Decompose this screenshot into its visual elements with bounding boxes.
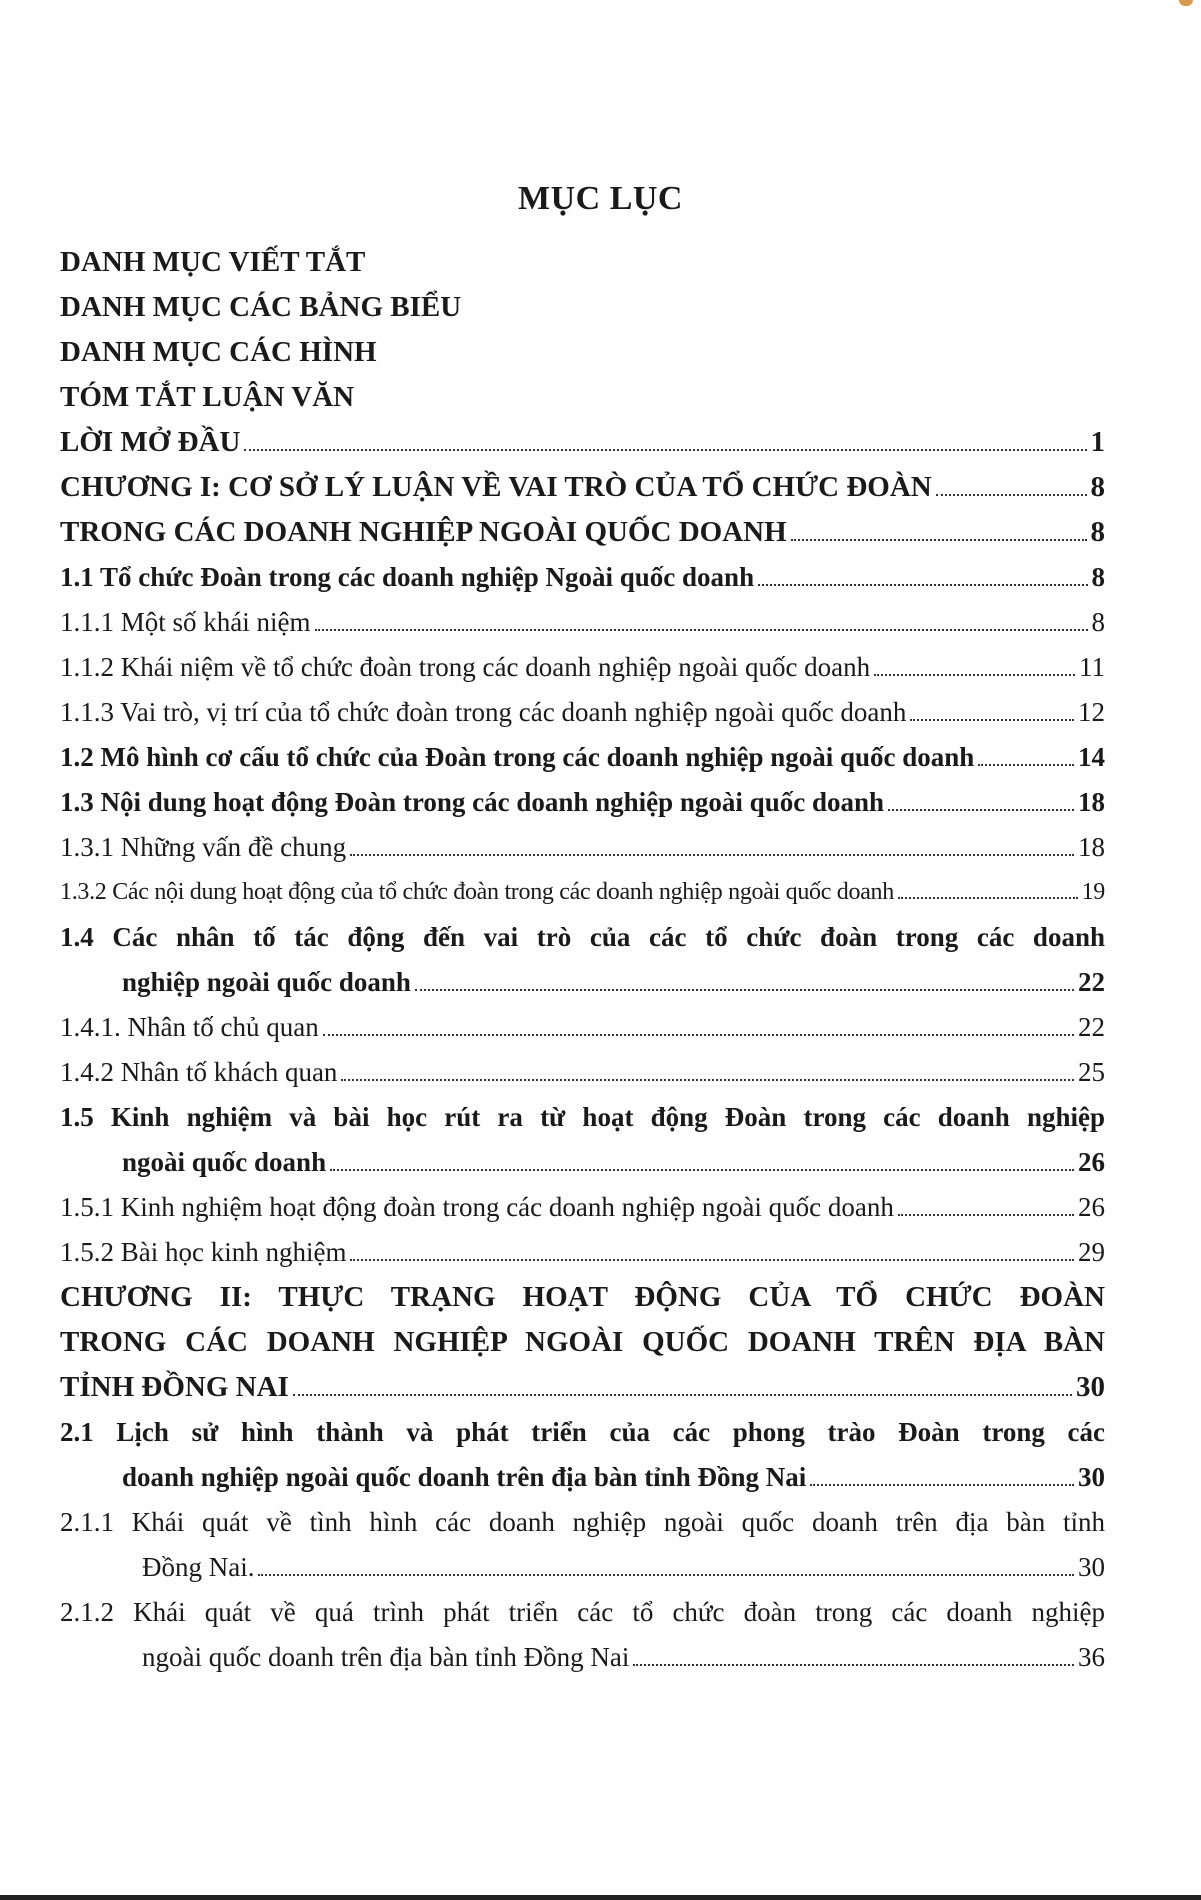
toc-entry <box>60 1500 1105 1545</box>
toc-entry <box>60 1095 1105 1140</box>
toc-page-number: 22 <box>1078 1012 1105 1042</box>
toc-page-number: 30 <box>1076 1371 1105 1403</box>
leader-dots <box>936 493 1087 496</box>
leader-dots <box>258 1573 1074 1576</box>
toc-entry <box>60 600 1105 645</box>
toc-entry <box>60 1275 1105 1320</box>
toc-entry <box>60 1140 1105 1185</box>
toc-entry <box>60 1455 1105 1500</box>
leader-dots <box>330 1168 1074 1171</box>
toc-entry <box>60 465 1105 510</box>
toc-entry-text: CHƯƠNG I: CƠ SỞ LÝ LUẬN VỀ VAI TRÒ CỦA TỔ CHỨC ĐOÀN <box>60 471 932 503</box>
toc-entry <box>60 510 1105 555</box>
scan-bottom-edge <box>0 1895 1201 1900</box>
toc-entry-text: 1.1.2 Khái niệm về tổ chức đoàn trong các doanh nghiệp ngoài quốc doanh <box>60 652 871 682</box>
toc-entry-text: nghiệp ngoài quốc doanh <box>122 967 411 997</box>
toc-entry <box>60 1365 1105 1410</box>
toc-entry <box>60 555 1105 600</box>
toc-entry-text: ngoài quốc doanh <box>122 1147 327 1177</box>
toc-page-number: 36 <box>1078 1642 1105 1672</box>
toc-page-number: 18 <box>1078 832 1105 862</box>
toc-entry <box>60 1005 1105 1050</box>
toc-entry <box>60 1320 1105 1365</box>
leader-dots <box>633 1663 1074 1666</box>
toc-entry <box>60 960 1105 1005</box>
toc-page-number: 26 <box>1078 1192 1105 1222</box>
toc-page-number: 8 <box>1090 516 1105 548</box>
toc-entry <box>60 1545 1105 1590</box>
leader-dots <box>293 1393 1072 1396</box>
leader-dots <box>323 1033 1074 1036</box>
leader-dots <box>315 628 1088 631</box>
toc-entry <box>60 240 1105 285</box>
toc-page-number: 26 <box>1078 1147 1105 1177</box>
toc-entry-text: 1.4 Các nhân tố tác động đến vai trò của các tổ chức đoàn trong các doanh <box>60 922 1105 952</box>
toc-entry <box>60 1230 1105 1275</box>
toc-entry <box>60 330 1105 375</box>
toc-entry-text: 1.5.1 Kinh nghiệm hoạt động đoàn trong các doanh nghiệp ngoài quốc doanh <box>60 1192 894 1222</box>
toc-entry <box>60 1590 1105 1635</box>
toc-page-number: 11 <box>1079 652 1105 682</box>
toc-entry-text: 2.1 Lịch sử hình thành và phát triển của các phong trào Đoàn trong các <box>60 1417 1105 1447</box>
toc-entry-text: 2.1.1 Khái quát về tình hình các doanh nghiệp ngoài quốc doanh trên địa bàn tỉnh <box>60 1507 1105 1537</box>
toc-entry-text: DANH MỤC CÁC HÌNH <box>60 336 377 368</box>
toc-entry-text: 1.3.2 Các nội dung hoạt động của tổ chức đoàn trong các doanh nghiệp ngoài quốc doanh <box>60 879 894 905</box>
toc-entry-text: 1.1 Tổ chức Đoàn trong các doanh nghiệp Ngoài quốc doanh <box>60 562 755 592</box>
toc-entry <box>60 1635 1105 1680</box>
toc-entry <box>60 645 1105 690</box>
toc-entry-text: DANH MỤC CÁC BẢNG BIỂU <box>60 291 462 323</box>
leader-dots <box>341 1078 1074 1081</box>
leader-dots <box>978 763 1074 766</box>
toc-entry-text: CHƯƠNG II: THỰC TRẠNG HOẠT ĐỘNG CỦA TỔ CHỨC ĐOÀN <box>60 1281 1105 1313</box>
toc-entry <box>60 780 1105 825</box>
toc-entry-text: doanh nghiệp ngoài quốc doanh trên địa bàn tỉnh Đồng Nai <box>122 1462 807 1492</box>
toc-page-number: 8 <box>1091 607 1105 637</box>
leader-dots <box>898 1213 1074 1216</box>
toc-entry-text: 1.5 Kinh nghiệm và bài học rút ra từ hoạt động Đoàn trong các doanh nghiệp <box>60 1102 1105 1132</box>
toc-entry <box>60 420 1105 465</box>
toc-entry <box>60 735 1105 780</box>
toc-entry-text: 1.3.1 Những vấn đề chung <box>60 832 347 862</box>
toc-entry-text: 2.1.2 Khái quát về quá trình phát triển các tổ chức đoàn trong các doanh nghiệp <box>60 1597 1105 1627</box>
toc-entry <box>60 1050 1105 1095</box>
table-of-contents <box>60 240 1105 1680</box>
toc-entry-text: 1.1.1 Một số khái niệm <box>60 607 311 637</box>
toc-entry <box>60 1410 1105 1455</box>
toc-entry-text: TỈNH ĐỒNG NAI <box>60 1371 289 1403</box>
toc-entry-text: ngoài quốc doanh trên địa bàn tỉnh Đồng Nai <box>142 1642 630 1672</box>
toc-entry-text: TÓM TẮT LUẬN VĂN <box>60 381 355 413</box>
toc-entry <box>60 690 1105 735</box>
toc-entry-text: 1.1.3 Vai trò, vị trí của tổ chức đoàn trong các doanh nghiệp ngoài quốc doanh <box>60 697 907 727</box>
page-title: MỤC LỤC <box>518 180 683 217</box>
leader-dots <box>791 538 1087 541</box>
toc-entry-text: TRONG CÁC DOANH NGHIỆP NGOÀI QUỐC DOANH <box>60 516 787 548</box>
toc-page-number: 18 <box>1078 787 1105 817</box>
toc-page-number: 19 <box>1081 879 1105 905</box>
toc-page-number: 8 <box>1090 471 1105 503</box>
toc-entry <box>60 870 1105 915</box>
corner-mark <box>1179 0 1193 6</box>
leader-dots <box>888 808 1074 811</box>
toc-page-number: 22 <box>1078 967 1105 997</box>
toc-entry-text: DANH MỤC VIẾT TẮT <box>60 246 366 278</box>
toc-entry <box>60 285 1105 330</box>
toc-page-number: 29 <box>1078 1237 1105 1267</box>
leader-dots <box>415 988 1074 991</box>
leader-dots <box>758 583 1087 586</box>
toc-entry-text: 1.4.2 Nhân tố khách quan <box>60 1057 338 1087</box>
leader-dots <box>874 673 1075 676</box>
toc-entry-text: LỜI MỞ ĐẦU <box>60 426 241 458</box>
toc-entry <box>60 915 1105 960</box>
toc-page-number: 14 <box>1078 742 1105 772</box>
toc-page-number: 30 <box>1078 1552 1105 1582</box>
toc-page-number: 8 <box>1091 562 1105 592</box>
leader-dots <box>810 1483 1074 1486</box>
toc-entry <box>60 1185 1105 1230</box>
toc-entry-text: Đồng Nai. <box>142 1552 255 1582</box>
toc-page-number: 30 <box>1078 1462 1105 1492</box>
toc-page-number: 1 <box>1090 426 1105 458</box>
leader-dots <box>350 853 1074 856</box>
toc-entry <box>60 825 1105 870</box>
toc-entry <box>60 375 1105 420</box>
leader-dots <box>350 1258 1074 1261</box>
toc-page-number: 12 <box>1078 697 1105 727</box>
toc-entry-text: 1.2 Mô hình cơ cấu tổ chức của Đoàn trong các doanh nghiệp ngoài quốc doanh <box>60 742 975 772</box>
toc-entry-text: 1.4.1. Nhân tố chủ quan <box>60 1012 319 1042</box>
leader-dots <box>898 896 1078 899</box>
leader-dots <box>910 718 1074 721</box>
toc-entry-text: TRONG CÁC DOANH NGHIỆP NGOÀI QUỐC DOANH TRÊN ĐỊA BÀN <box>60 1326 1105 1358</box>
leader-dots <box>244 448 1086 451</box>
toc-entry-text: 1.3 Nội dung hoạt động Đoàn trong các doanh nghiệp ngoài quốc doanh <box>60 787 884 817</box>
toc-entry-text: 1.5.2 Bài học kinh nghiệm <box>60 1237 347 1267</box>
toc-page-number: 25 <box>1078 1057 1105 1087</box>
